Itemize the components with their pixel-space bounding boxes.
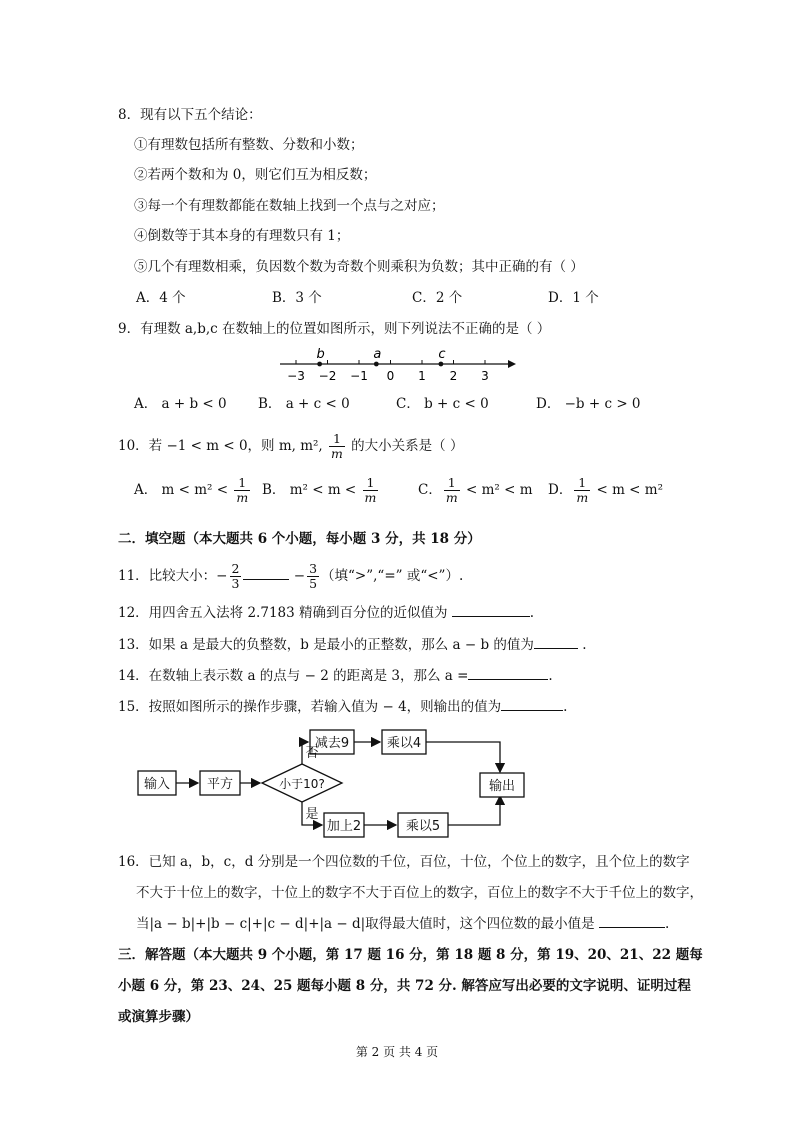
- flow-condition-label: 小于10?: [279, 777, 325, 791]
- q11-fraction-1: [230, 562, 242, 591]
- number-line-tick-label: −1: [350, 369, 368, 383]
- flow-input-label: 输入: [143, 777, 171, 792]
- q12-answer-blank[interactable]: [452, 604, 530, 617]
- q14-text: 14．在数轴上表示数 a 的点与 − 2 的距离是 3，那么 a =: [118, 668, 469, 684]
- q10-stem-fraction: [329, 432, 345, 461]
- q12: [118, 604, 534, 622]
- q10-option-a-fraction: [234, 476, 250, 505]
- q10-option-c-text-2: < m² < m: [461, 482, 533, 498]
- q16-text: 当|a − b|+|b − c|+|c − d|+|a − d|取得最大值时，这个四位数的最小值是: [136, 916, 599, 932]
- q10-stem: [118, 432, 463, 461]
- q8-item-5: ⑤几个有理数相乘，负因数个数为奇数个则乘积为负数；其中正确的有（ ）: [134, 259, 584, 275]
- number-line-tick-label: −3: [287, 369, 305, 383]
- q10-option-a: [134, 476, 252, 505]
- q13-text-2: .: [577, 637, 587, 653]
- q16-line-3: [136, 915, 669, 933]
- number-line-point-a: [374, 362, 379, 367]
- q10-stem-text: 10．若 −1 < m < 0，则 m, m²,: [118, 438, 328, 454]
- number-line-tick-label: 2: [449, 369, 458, 383]
- section-3-heading-line-3: 或演算步骤）: [118, 1009, 199, 1025]
- q15-text-2: .: [563, 699, 568, 715]
- frac-numerator: 3: [309, 561, 318, 576]
- frac-numerator: 1: [329, 432, 345, 447]
- flow-no-label: 否: [305, 746, 319, 761]
- flow-times5-label: 乘以5: [405, 819, 441, 834]
- number-line-point-label-c: c: [438, 347, 446, 362]
- q11-text: 11．比较大小：−: [118, 568, 228, 584]
- q16-text-2: .: [664, 916, 670, 932]
- q16-line-1: 16．已知 a，b，c，d 分别是一个四位数的千位，百位，十位，个位上的数字，且个位上的数字: [118, 854, 690, 870]
- q11-text-2: −: [289, 568, 306, 584]
- number-line-point-label-a: a: [373, 347, 382, 362]
- q8-item-1: ①有理数包括所有整数、分数和小数；: [134, 137, 364, 153]
- flow-output-label: 输出: [488, 779, 516, 794]
- q10-option-d-text-2: < m < m²: [592, 482, 663, 498]
- section-3-heading-line-2: 小题 6 分，第 23、24、25 题每小题 8 分，共 72 分. 解答应写出必要的文字说明、证明过程: [118, 978, 691, 994]
- q10-option-c-text: C．: [418, 482, 442, 498]
- q8-item-4: ④倒数等于其本身的有理数只有 1；: [134, 228, 350, 244]
- q13: [118, 636, 587, 654]
- q12-text: 12．用四舍五入法将 2.7183 精确到百分位的近似值为: [118, 605, 452, 621]
- frac-denominator: m: [236, 490, 249, 505]
- page-footer: 第 2 页 共 4 页: [355, 1045, 439, 1059]
- q9-option-a: A． a + b < 0: [134, 396, 227, 412]
- q14: [118, 667, 553, 685]
- number-line-tick-label: 1: [418, 369, 426, 383]
- q10-option-a-text: A． m < m² <: [134, 482, 233, 498]
- number-line: [270, 344, 520, 386]
- q13-answer-blank[interactable]: [534, 636, 578, 649]
- frac-numerator: 1: [444, 476, 460, 491]
- section-3-heading-line-1: 三．解答题（本大题共 9 个小题，第 17 题 16 分，第 18 题 8 分，第 19、20、21、22 题每: [118, 947, 703, 963]
- q14-answer-blank[interactable]: [468, 667, 548, 680]
- frac-numerator: 1: [574, 476, 590, 491]
- q16-answer-blank[interactable]: [599, 915, 665, 928]
- q15: [118, 698, 567, 716]
- flow-yes-label: 是: [305, 807, 319, 822]
- number-line-tick-label: 0: [386, 369, 395, 383]
- flow-minus9-label: 减去9: [314, 736, 350, 751]
- q10-option-b-fraction: [363, 476, 379, 505]
- frac-denominator: m: [576, 490, 589, 505]
- q9-option-c: C． b + c < 0: [396, 396, 489, 412]
- number-line-tick-label: −2: [318, 369, 337, 383]
- frac-denominator: m: [445, 490, 458, 505]
- frac-denominator: 3: [231, 576, 240, 591]
- frac-numerator: 1: [234, 476, 250, 491]
- flow-times4-label: 乘以4: [386, 736, 422, 751]
- q10-option-d: [548, 476, 663, 505]
- q8-option-d: D．1 个: [548, 290, 599, 306]
- q12-text-2: .: [529, 605, 535, 621]
- q11-text-3: （填“>”,“=” 或“<”）.: [321, 568, 464, 584]
- q14-text-2: .: [548, 668, 553, 684]
- q10-option-c: [418, 476, 533, 505]
- section-2-heading: 二．填空题（本大题共 6 个小题，每小题 3 分，共 18 分）: [118, 531, 481, 547]
- q8-item-3: ③每一个有理数都能在数轴上找到一个点与之对应；: [134, 198, 445, 214]
- q8-option-b: B．3 个: [272, 290, 322, 306]
- flowchart: [130, 726, 530, 842]
- q15-answer-blank[interactable]: [501, 698, 563, 711]
- frac-numerator: 2: [231, 561, 240, 576]
- q8-option-a: A．4 个: [136, 290, 186, 306]
- number-line-tick-label: 3: [481, 369, 489, 383]
- q13-text: 13．如果 a 是最大的负整数，b 是最小的正整数，那么 a − b 的值为: [118, 637, 534, 653]
- q10-option-d-fraction: [574, 476, 590, 505]
- number-line-point-label-b: b: [316, 347, 325, 362]
- q10-stem-text-2: 的大小关系是（ ）: [346, 438, 464, 454]
- q10-option-b: [262, 476, 380, 505]
- q11: [118, 562, 463, 591]
- flow-square-label: 平方: [206, 777, 234, 792]
- q8-option-c: C．2 个: [412, 290, 463, 306]
- q16-line-2: 不大于十位上的数字，十位上的数字不大于百位上的数字，百位上的数字不大于千位上的数字，: [136, 885, 703, 901]
- q15-text: 15．按照如图所示的操作步骤，若输入值为 − 4，则输出的值为: [118, 699, 502, 715]
- q8-stem: 8．现有以下五个结论：: [118, 107, 262, 123]
- frac-denominator: m: [364, 490, 377, 505]
- q9-option-b: B． a + c < 0: [258, 396, 350, 412]
- q8-item-2: ②若两个数和为 0，则它们互为相反数；: [134, 167, 377, 183]
- frac-numerator: 1: [363, 476, 379, 491]
- frac-denominator: 5: [309, 576, 318, 591]
- number-line-point-b: [317, 362, 322, 367]
- flow-plus2-label: 加上2: [326, 819, 362, 834]
- frac-denominator: m: [331, 446, 343, 461]
- q9-option-d: D． −b + c > 0: [536, 396, 641, 412]
- q11-answer-blank[interactable]: [243, 567, 289, 580]
- q10-option-d-text: D．: [548, 482, 573, 498]
- q11-fraction-2: [307, 562, 319, 591]
- q10-option-c-fraction: [444, 476, 460, 505]
- q9-stem: 9．有理数 a,b,c 在数轴上的位置如图所示，则下列说法不正确的是（ ）: [118, 321, 551, 337]
- q10-option-b-text: B． m² < m <: [262, 482, 361, 498]
- number-line-point-c: [439, 362, 444, 367]
